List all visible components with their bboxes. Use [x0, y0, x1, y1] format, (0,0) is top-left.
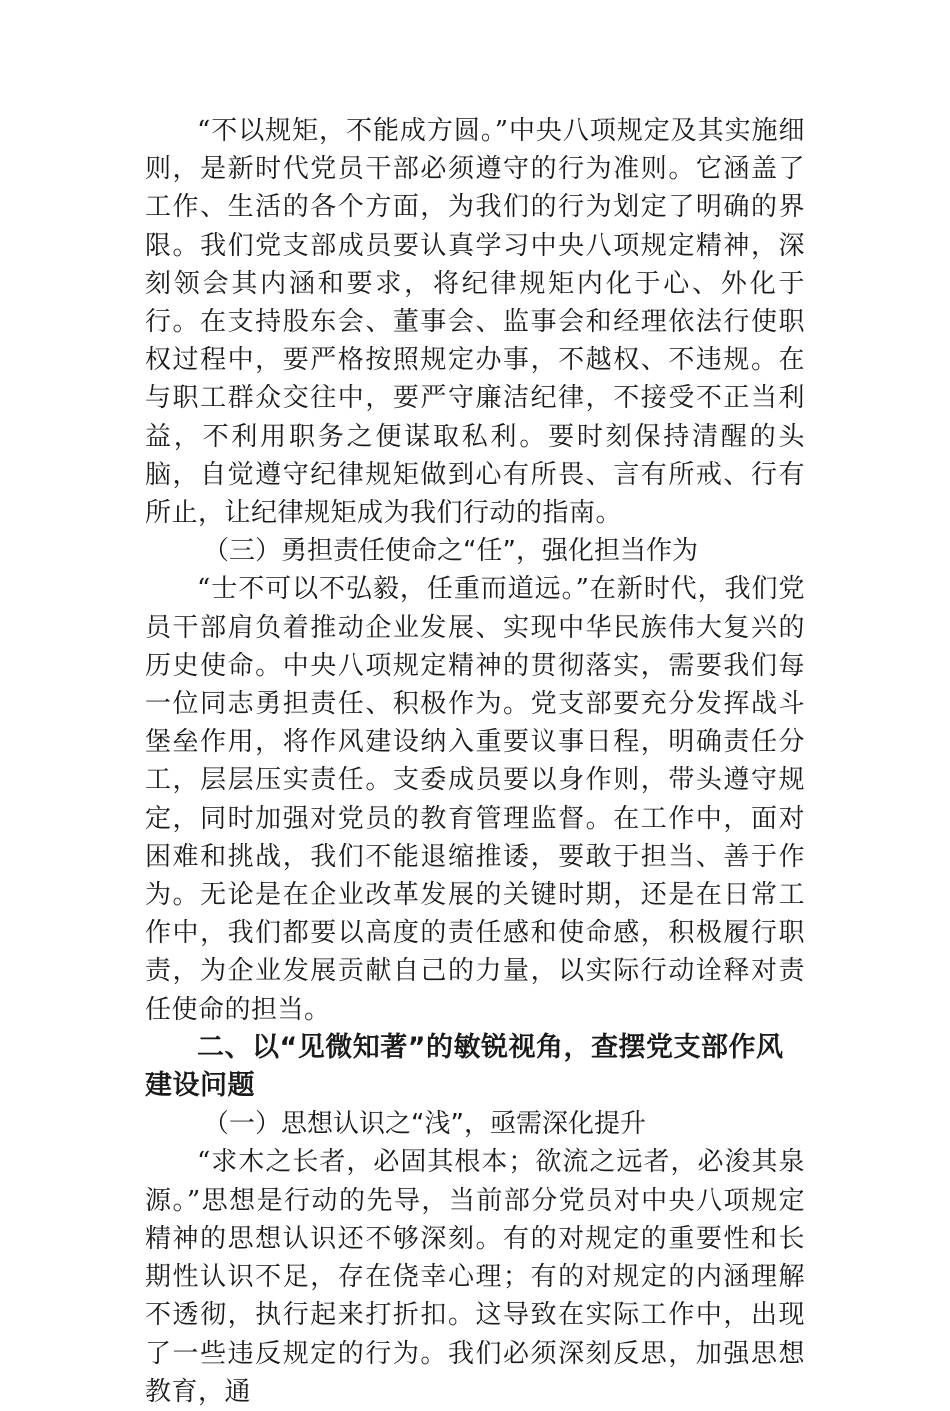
body-paragraph: “不以规矩，不能成方圆。”中央八项规定及其实施细则，是新时代党员干部必须遵守的行为准则。它涵盖了工作、生活的各个方面，为我们的行为划定了明确的界限。我们党支部成员要认真学习中央八项规定精神，深刻领会其内涵和要求，将纪律规矩内化于心、外化于行。在支持股东会、董事会、监事会和经理依法行使职权过程中，要严格按照规定办事，不越权、不违规。在与职工群众交往中，要严守廉洁纪律，不接受不正当利益，不利用职务之便谋取私利。要时刻保持清醒的头脑，自觉遵守纪律规矩做到心有所畏、言有所戒、行有所止，让纪律规矩成为我们行动的指南。: [145, 116, 805, 529]
section-subheading: （一）思想认识之“浅”，亟需深化提升: [203, 1109, 646, 1140]
section-subheading: （三）勇担责任使命之“任”，强化担当作为: [203, 536, 698, 567]
section-heading: 二、以“见微知著”的敏锐视角，查摆党支部作风建设问题: [145, 1031, 784, 1102]
body-paragraph: “士不可以不弘毅，任重而道远。”在新时代，我们党员干部肩负着推动企业发展、实现中华民族伟大复兴的历史使命。中央八项规定精神的贯彻落实，需要我们每一位同志勇担责任、积极作为。党支部要充分发挥战斗堡垒作用，将作风建设纳入重要议事日程，明确责任分工，层层压实责任。支委成员要以身作则，带头遵守规定，同时加强对党员的教育管理监督。在工作中，面对困难和挑战，我们不能退缩推诿，要敢于担当、善于作为。无论是在企业改革发展的关键时期，还是在日常工作中，我们都要以高度的责任感和使命感，积极履行职责，为企业发展贡献自己的力量，以实际行动诠释对责任使命的担当。: [145, 574, 805, 1025]
body-paragraph: “求木之长者，必固其根本；欲流之远者，必浚其泉源。”思想是行动的先导，当前部分党员对中央八项规定精神的思想认识还不够深刻。有的对规定的重要性和长期性认识不足，存在侥幸心理；有的对规定的内涵理解不透彻，执行起来打折扣。这导致在实际工作中，出现了一些违反规定的行为。我们必须深刻反思，加强思想教育，通: [145, 1147, 805, 1407]
document-page: [145, 112, 805, 1411]
